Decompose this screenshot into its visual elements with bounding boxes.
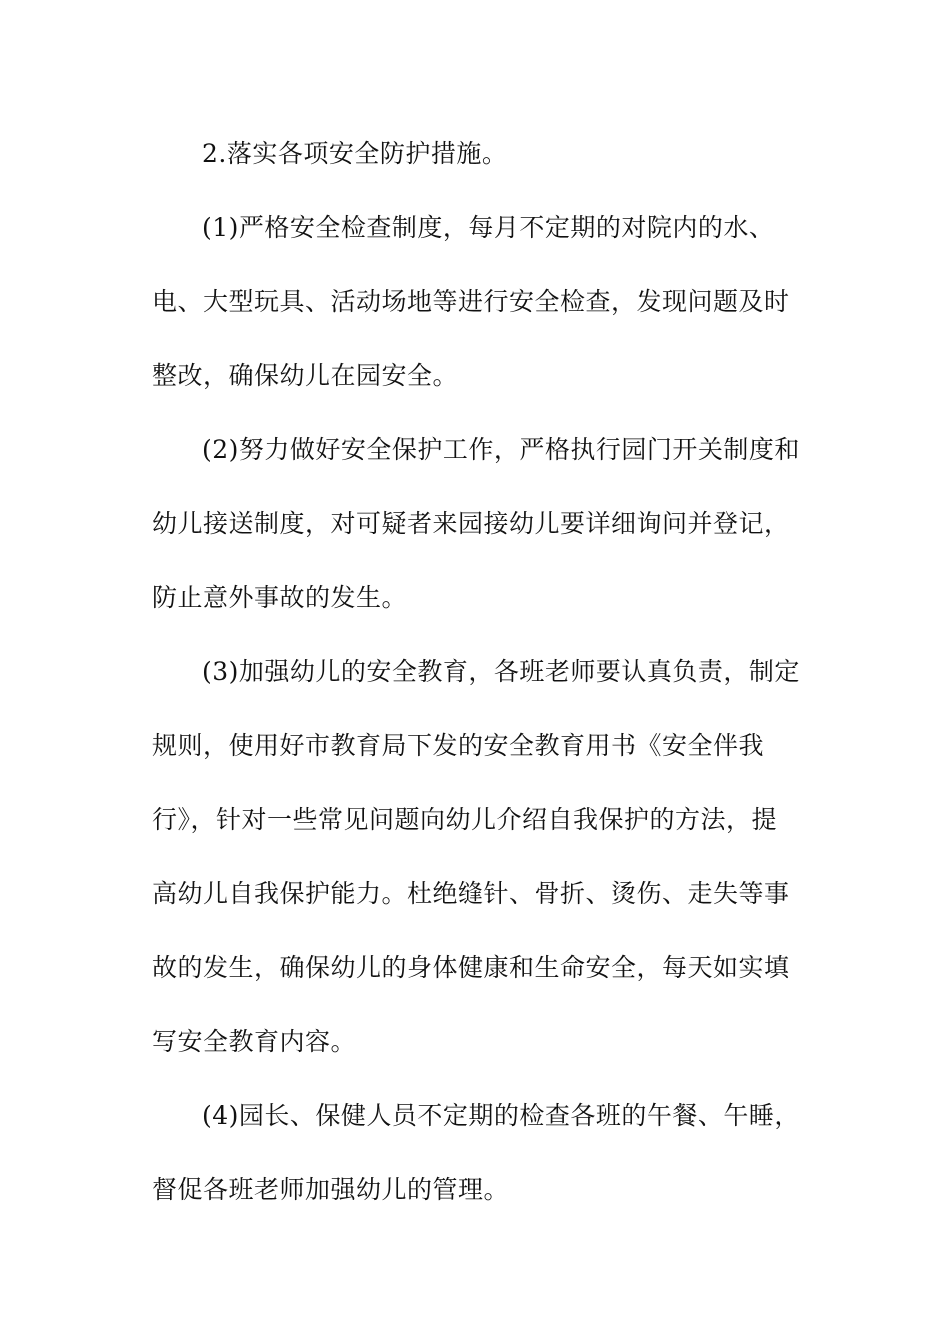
paragraph-4-line-1: (4)园长、保健人员不定期的检查各班的午餐、午睡， bbox=[202, 1101, 800, 1130]
paragraph-1-line-2: 电、大型玩具、活动场地等进行安全检查，发现问题及时 bbox=[152, 287, 790, 316]
paragraph-1-line-3: 整改，确保幼儿在园安全。 bbox=[152, 361, 459, 390]
paragraph-3-line-3: 行》，针对一些常见问题向幼儿介绍自我保护的方法，提 bbox=[152, 805, 778, 834]
paragraph-3-line-2: 规则，使用好市教育局下发的安全教育用书《安全伴我 bbox=[152, 731, 765, 760]
paragraph-3-line-4: 高幼儿自我保护能力。杜绝缝针、骨折、烫伤、走失等事 bbox=[152, 879, 790, 908]
section-heading: 2.落实各项安全防护措施。 bbox=[202, 139, 508, 168]
paragraph-3-line-1: (3)加强幼儿的安全教育，各班老师要认真负责，制定 bbox=[202, 657, 800, 686]
paragraph-2-line-2: 幼儿接送制度，对可疑者来园接幼儿要详细询问并登记， bbox=[152, 509, 790, 538]
paragraph-2-line-1: (2)努力做好安全保护工作，严格执行园门开关制度和 bbox=[202, 435, 800, 464]
paragraph-4-line-2: 督促各班老师加强幼儿的管理。 bbox=[152, 1175, 510, 1204]
paragraph-3-line-5: 故的发生，确保幼儿的身体健康和生命安全，每天如实填 bbox=[152, 953, 790, 982]
paragraph-1-line-1: (1)严格安全检查制度，每月不定期的对院内的水、 bbox=[202, 213, 775, 242]
paragraph-3-line-6: 写安全教育内容。 bbox=[152, 1027, 357, 1056]
paragraph-2-line-3: 防止意外事故的发生。 bbox=[152, 583, 408, 612]
